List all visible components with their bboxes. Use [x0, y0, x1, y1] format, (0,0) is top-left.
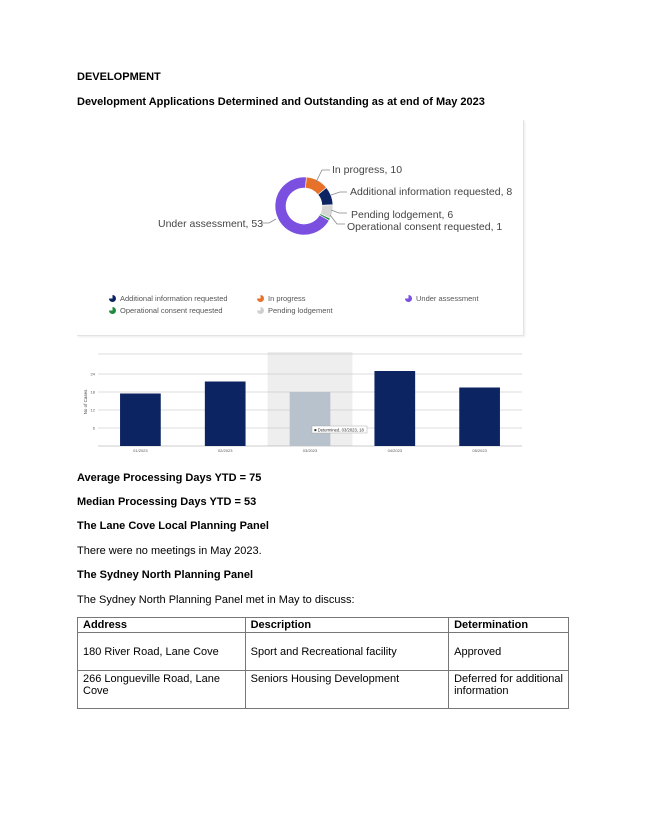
legend-label: Under assessment — [416, 294, 479, 303]
bar-x-tick-label: 05/2023 — [472, 448, 487, 453]
section-subheading: Development Applications Determined and Outstanding as at end of May 2023 — [77, 96, 485, 108]
pie-legend-icon — [109, 307, 116, 314]
bar-tooltip-text: ■ Determined, 03/2023, 18 — [314, 427, 364, 433]
bar-y-tick-label: 18 — [90, 389, 95, 395]
table-cell-determination: Approved — [449, 633, 569, 671]
panel-table — [77, 617, 569, 709]
bar-02-2023[interactable] — [205, 382, 246, 447]
table-header-address: Address — [78, 618, 246, 633]
legend-item-in-progress[interactable] — [257, 294, 306, 303]
table-row — [78, 633, 569, 671]
bar-tooltip — [312, 426, 367, 433]
table-header-row — [78, 618, 569, 633]
table-row — [78, 671, 569, 709]
data-label-under: Under assessment, 53 — [158, 218, 264, 230]
leader-line-operational — [330, 215, 345, 224]
legend-item-under[interactable] — [405, 294, 479, 303]
bar-x-tick-label: 04/2023 — [387, 448, 403, 453]
bar-x-tick-label: 01/2023 — [133, 448, 148, 453]
leader-line-additional — [331, 192, 347, 195]
average-processing-days: Average Processing Days YTD = 75 — [77, 472, 262, 484]
table-cell-determination: Deferred for additional information — [449, 671, 569, 709]
table-cell-address: 180 River Road, Lane Cove — [78, 633, 246, 671]
bar-chart — [78, 352, 524, 456]
bar-y-tick-label: 12 — [90, 407, 95, 413]
donut-chart-card — [77, 120, 524, 336]
pie-legend-icon — [109, 295, 116, 302]
median-processing-days: Median Processing Days YTD = 53 — [77, 496, 257, 508]
bar-x-tick-label: 03/2023 — [302, 448, 318, 453]
bar-01-2023[interactable] — [120, 394, 161, 447]
bar-05-2023[interactable] — [459, 388, 500, 447]
data-label-additional: Additional information requested, 8 — [350, 186, 513, 198]
data-label-operational: Operational consent requested, 1 — [347, 221, 503, 233]
legend-item-operational[interactable] — [109, 306, 223, 315]
table-cell-description: Sport and Recreational facility — [245, 633, 449, 671]
lane-cove-panel-title: The Lane Cove Local Planning Panel — [77, 520, 269, 532]
legend-label: Pending lodgement — [268, 306, 333, 315]
legend-item-pending[interactable] — [257, 306, 333, 315]
table-cell-description: Seniors Housing Development — [245, 671, 449, 709]
pie-legend-icon — [257, 295, 264, 302]
data-label-pending: Pending lodgement, 6 — [351, 209, 454, 221]
leader-line-under — [262, 219, 276, 223]
legend-label: In progress — [268, 294, 306, 303]
page-heading: DEVELOPMENT — [77, 71, 161, 83]
bar-y-axis-label: No of Cases — [83, 389, 88, 415]
table-header-description: Description — [245, 618, 449, 633]
legend-item-additional[interactable] — [109, 294, 228, 303]
lane-cove-panel-text: There were no meetings in May 2023. — [77, 545, 262, 557]
sydney-north-panel-text: The Sydney North Planning Panel met in May to discuss: — [77, 594, 355, 606]
legend-label: Additional information requested — [120, 294, 228, 303]
bar-x-tick-label: 02/2023 — [217, 448, 233, 453]
table-header-determination: Determination — [449, 618, 569, 633]
pie-legend-icon — [257, 307, 264, 314]
data-label-in-progress: In progress, 10 — [332, 164, 403, 176]
bar-03-2023[interactable] — [290, 392, 331, 446]
table-cell-address: 266 Longueville Road, Lane Cove — [78, 671, 246, 709]
sydney-north-panel-title: The Sydney North Planning Panel — [77, 569, 254, 581]
bar-y-tick-label: 24 — [90, 371, 95, 377]
legend-label: Operational consent requested — [120, 306, 223, 315]
leader-line-pending — [331, 210, 347, 213]
pie-legend-icon — [405, 295, 412, 302]
bar-y-tick-label: 6 — [92, 425, 95, 431]
bar-04-2023[interactable] — [374, 371, 415, 446]
